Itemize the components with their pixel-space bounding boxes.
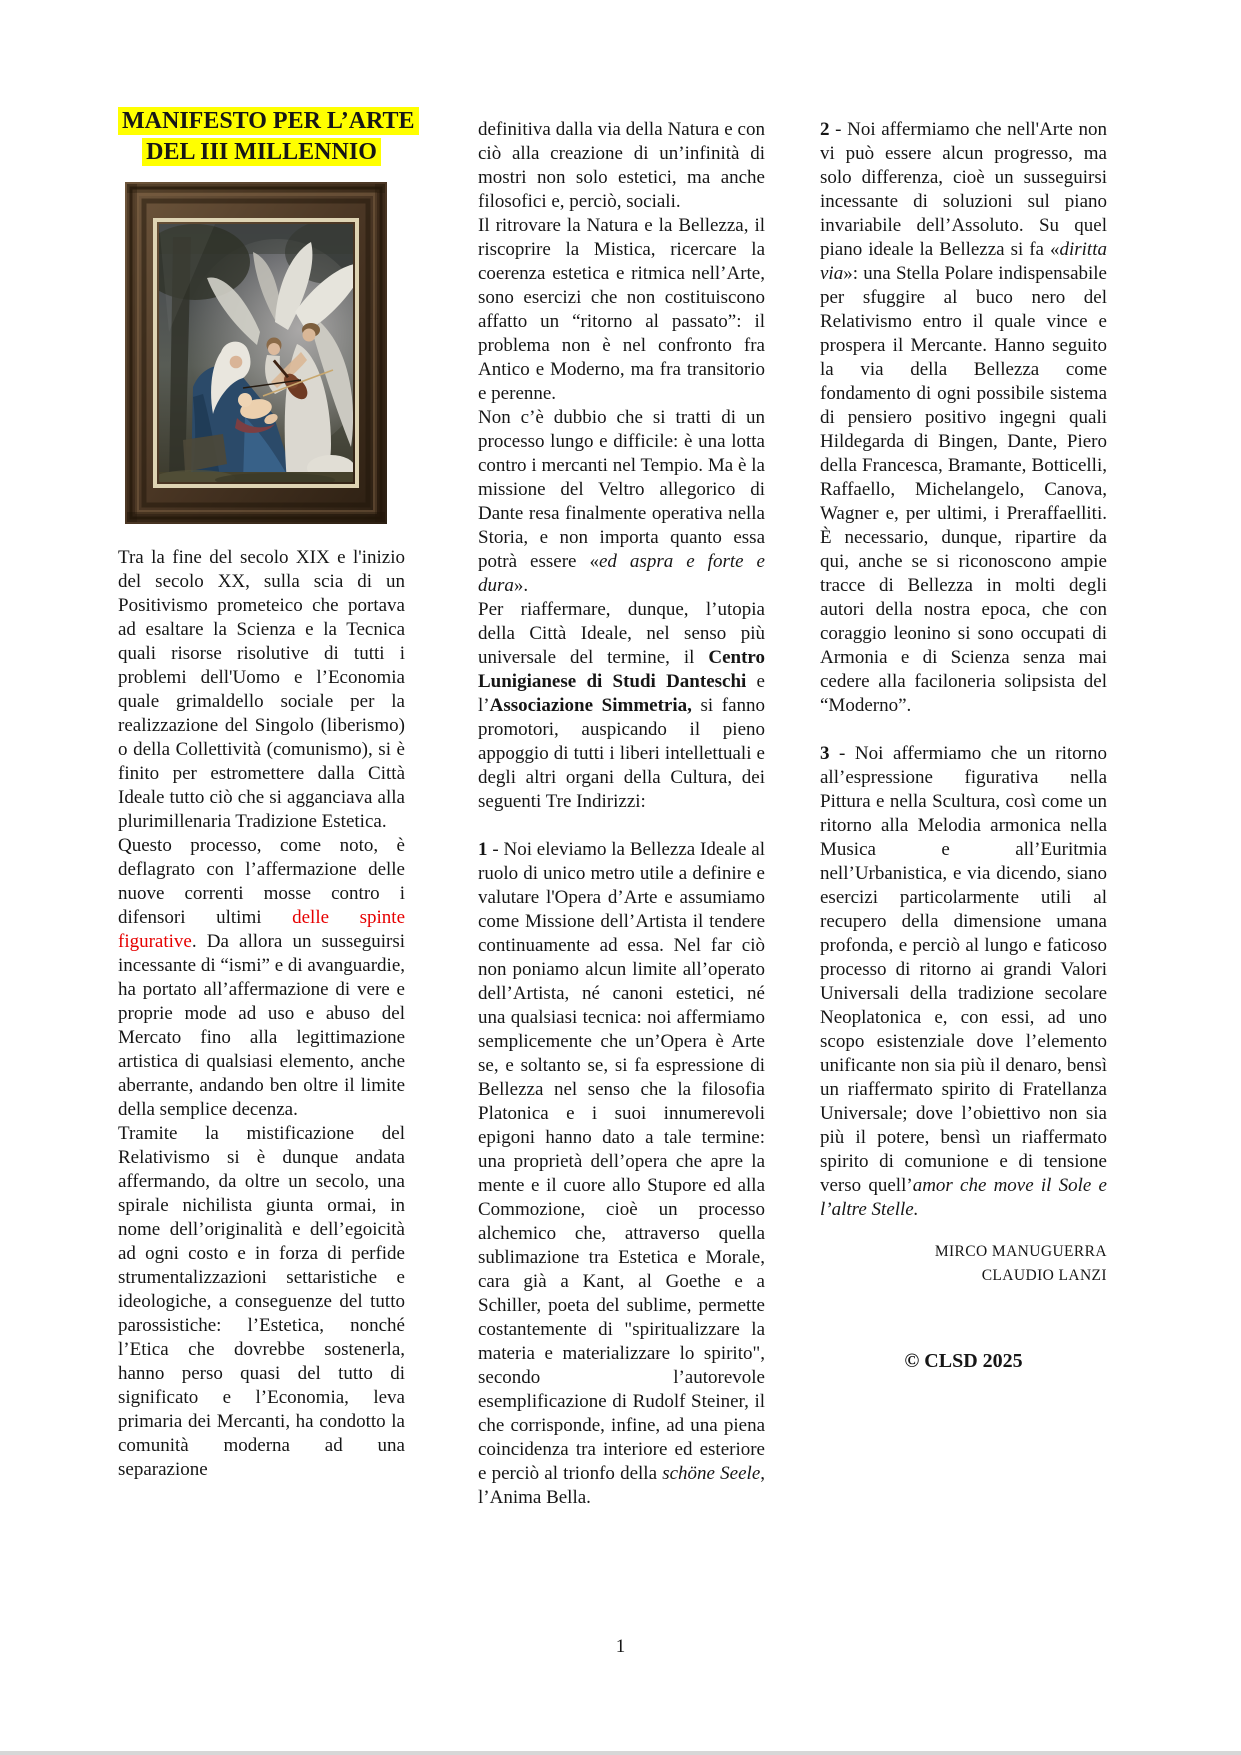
copyright-notice: © CLSD 2025 bbox=[904, 1350, 1023, 1372]
paragraph-relativismo: Tramite la mistificazione del Relativismo si è dunque andata affermando, da oltre un secolo, una spirale nichilista giunta ormai, in nome dell’originalità e dell’egoicità ad ogni costo e in forza di perfide strumentalizzazioni settaristiche e ideologiche, a conseguenze del tutto parossistiche: l’Estetica, nonché l’Etica che dovrebbe sostenerla, hanno perso quasi del tutto di significato e l’Economia, leva primaria dei Mercanti, ha condotto la comunità moderna ad una separazione bbox=[118, 1123, 405, 1480]
paragraph-indirizzo-2: 2 - Noi affermiamo che nell'Arte non vi può essere alcun progresso, ma solo differenza, cioè un susseguirsi incessante di soluzioni sul piano invariabile dell’Assoluto. Su quel piano ideale la Bellezza si fa «diritta via»: una Stella Polare indispensabile per sfuggire al buco nero del Relativismo entro il quale vince e prospera il Mercante. Hanno seguito la via della Bellezza come fondamento di ogni possibile sistema di pensiero positivo ingegni quali Hildegarda di Bingen, Dante, Piero della Francesca, Bramante, Botticelli, Raffaello, Michelangelo, Canova, Wagner e, per ultimi, i Preraffaelliti. È necessario, dunque, ripartire da qui, anche se si riconoscono ampie tracce di Bellezza in molti degli autori della nostra epoca, che con coraggio leonino si sono occupati di Armonia e di Scienza senza mai cedere alla faciloneria solipsista del “Moderno”. bbox=[820, 119, 1107, 716]
page-bottom-edge bbox=[0, 1751, 1241, 1755]
paragraph-ritrovare: Il ritrovare la Natura e la Bellezza, il riscoprire la Mistica, ricercare la coerenza estetica e ritmica nell’Arte, sono esercizi che non costituiscono affatto un “ritorno al passato”: il problema non è nel confronto fra Antico e Moderno, ma fra transitorio e perenne. bbox=[478, 215, 765, 404]
column-1 bbox=[118, 106, 415, 1482]
column-3 bbox=[820, 118, 1107, 1373]
column-2 bbox=[478, 118, 765, 1510]
signature-author-1: MIRCO MANUGUERRA bbox=[934, 1243, 1107, 1260]
paragraph-definitiva: definitiva dalla via della Natura e con ciò alla creazione di un’infinità di mostri non solo estetici, ma anche filosofici e, perciò, sociali. bbox=[478, 119, 765, 212]
paragraph-dubbio: Non c’è dubbio che si tratti di un processo lungo e difficile: è una lotta contro i mercanti nel Tempio. Ma è la missione del Veltro allegorico di Dante resa finalmente operativa nella Storia, e non importa quanto essa potrà essere «ed aspra e forte e dura». bbox=[478, 407, 765, 596]
title-line-1: MANIFESTO PER L’ARTE bbox=[118, 107, 419, 135]
page-title bbox=[118, 106, 415, 168]
paragraph-indirizzo-3: 3 - Noi affermiamo che un ritorno all’espressione figurativa nella Pittura e nella Scultura, così come un ritorno alla Melodia armonica nella Musica e all’Euritmia nell’Urbanistica, e via dicendo, siano esercizi particolarmente utili al recupero della dimensione umana profonda, e perciò al lungo e faticoso processo di ritorno ai grandi Valori Universali della tradizione secolare Neoplatonica e, con essi, ad uno scopo esistenziale dove l’elemento unificante non sia più il denaro, bensì un riaffermato spirito di Fratellanza Universale; dove l’obiettivo non sia più il potere, bensì un riaffermato spirito di comunione e di tensione verso quell’amor che move il Sole e l’altre Stelle. bbox=[820, 743, 1107, 1220]
painting-image bbox=[125, 182, 387, 524]
signature-block bbox=[820, 1240, 1107, 1288]
paragraph-processo: Questo processo, come noto, è deflagrato con l’affermazione delle nuove correnti mosse contro i difensori ultimi delle spinte figurative. Da allora un susseguirsi incessante di “ismi” e di avanguardie, ha portato all’affermazione di vere e proprie mode ad uso e abuso del Mercato fino alla legittimazione artistica di qualsiasi elemento, anche aberrante, andando ben oltre il limite della semplice decenza. bbox=[118, 835, 406, 1120]
paragraph-intro: Tra la fine del secolo XIX e l'inizio del secolo XX, sulla scia di un Positivismo prometeico che portava ad esaltare la Scienza e la Tecnica quali risorse risolutive di tutti i problemi dell'Uomo e l’Economia quale grimaldello sociale per la realizzazione del Singolo (liberismo) o della Collettività (comunismo), si è finito per estromettere dalla Città Ideale tutto ciò che si agganciava alla plurimillenaria Tradizione Estetica. bbox=[118, 547, 405, 832]
title-line-2: DEL III MILLENNIO bbox=[142, 138, 381, 166]
signature-author-2: CLAUDIO LANZI bbox=[981, 1267, 1107, 1284]
column-1-text bbox=[118, 546, 405, 1482]
paragraph-riaffermare: Per riaffermare, dunque, l’utopia della Città Ideale, nel senso più universale del termine, il Centro Lunigianese di Studi Danteschi e l’Associazione Simmetria, si fanno promotori, auspicando il pieno appoggio di tutti i liberi intellettuali e degli altri organi della Cultura, dei seguenti Tre Indirizzi: bbox=[478, 599, 766, 812]
page-number: 1 bbox=[615, 1636, 626, 1657]
paragraph-indirizzo-1: 1 - Noi eleviamo la Bellezza Ideale al ruolo di unico metro utile a definire e valutare l'Opera d’Arte e assumiamo come Missione dell’Artista il tendere continuamente ad essa. Nel far ciò non poniamo alcun limite all’operato dell’Artista, né canoni estetici, né una qualsiasi tecnica: noi affermiamo semplicemente che un’Opera è Arte se, e soltanto se, si fa espressione di Bellezza nel senso che la filosofia Platonica e i suoi innumerevoli epigoni hanno dato a tale termine: una proprietà dell’opera che apre la mente e il cuore allo Stupore ed alla Commozione, cioè un processo alchemico che, attraverso quella sublimazione tra Estetica e Morale, cara già a Kant, al Goethe e a Schiller, poeta del sublime, permette costantemente di "spiritualizzare la materia e materializzare lo spirito", secondo l’autorevole esemplificazione di Rudolf Steiner, il che corrisponde, infine, ad una piena coincidenza tra interiore ed esteriore e perciò al trionfo della schöne Seele, l’Anima Bella. bbox=[478, 839, 765, 1508]
